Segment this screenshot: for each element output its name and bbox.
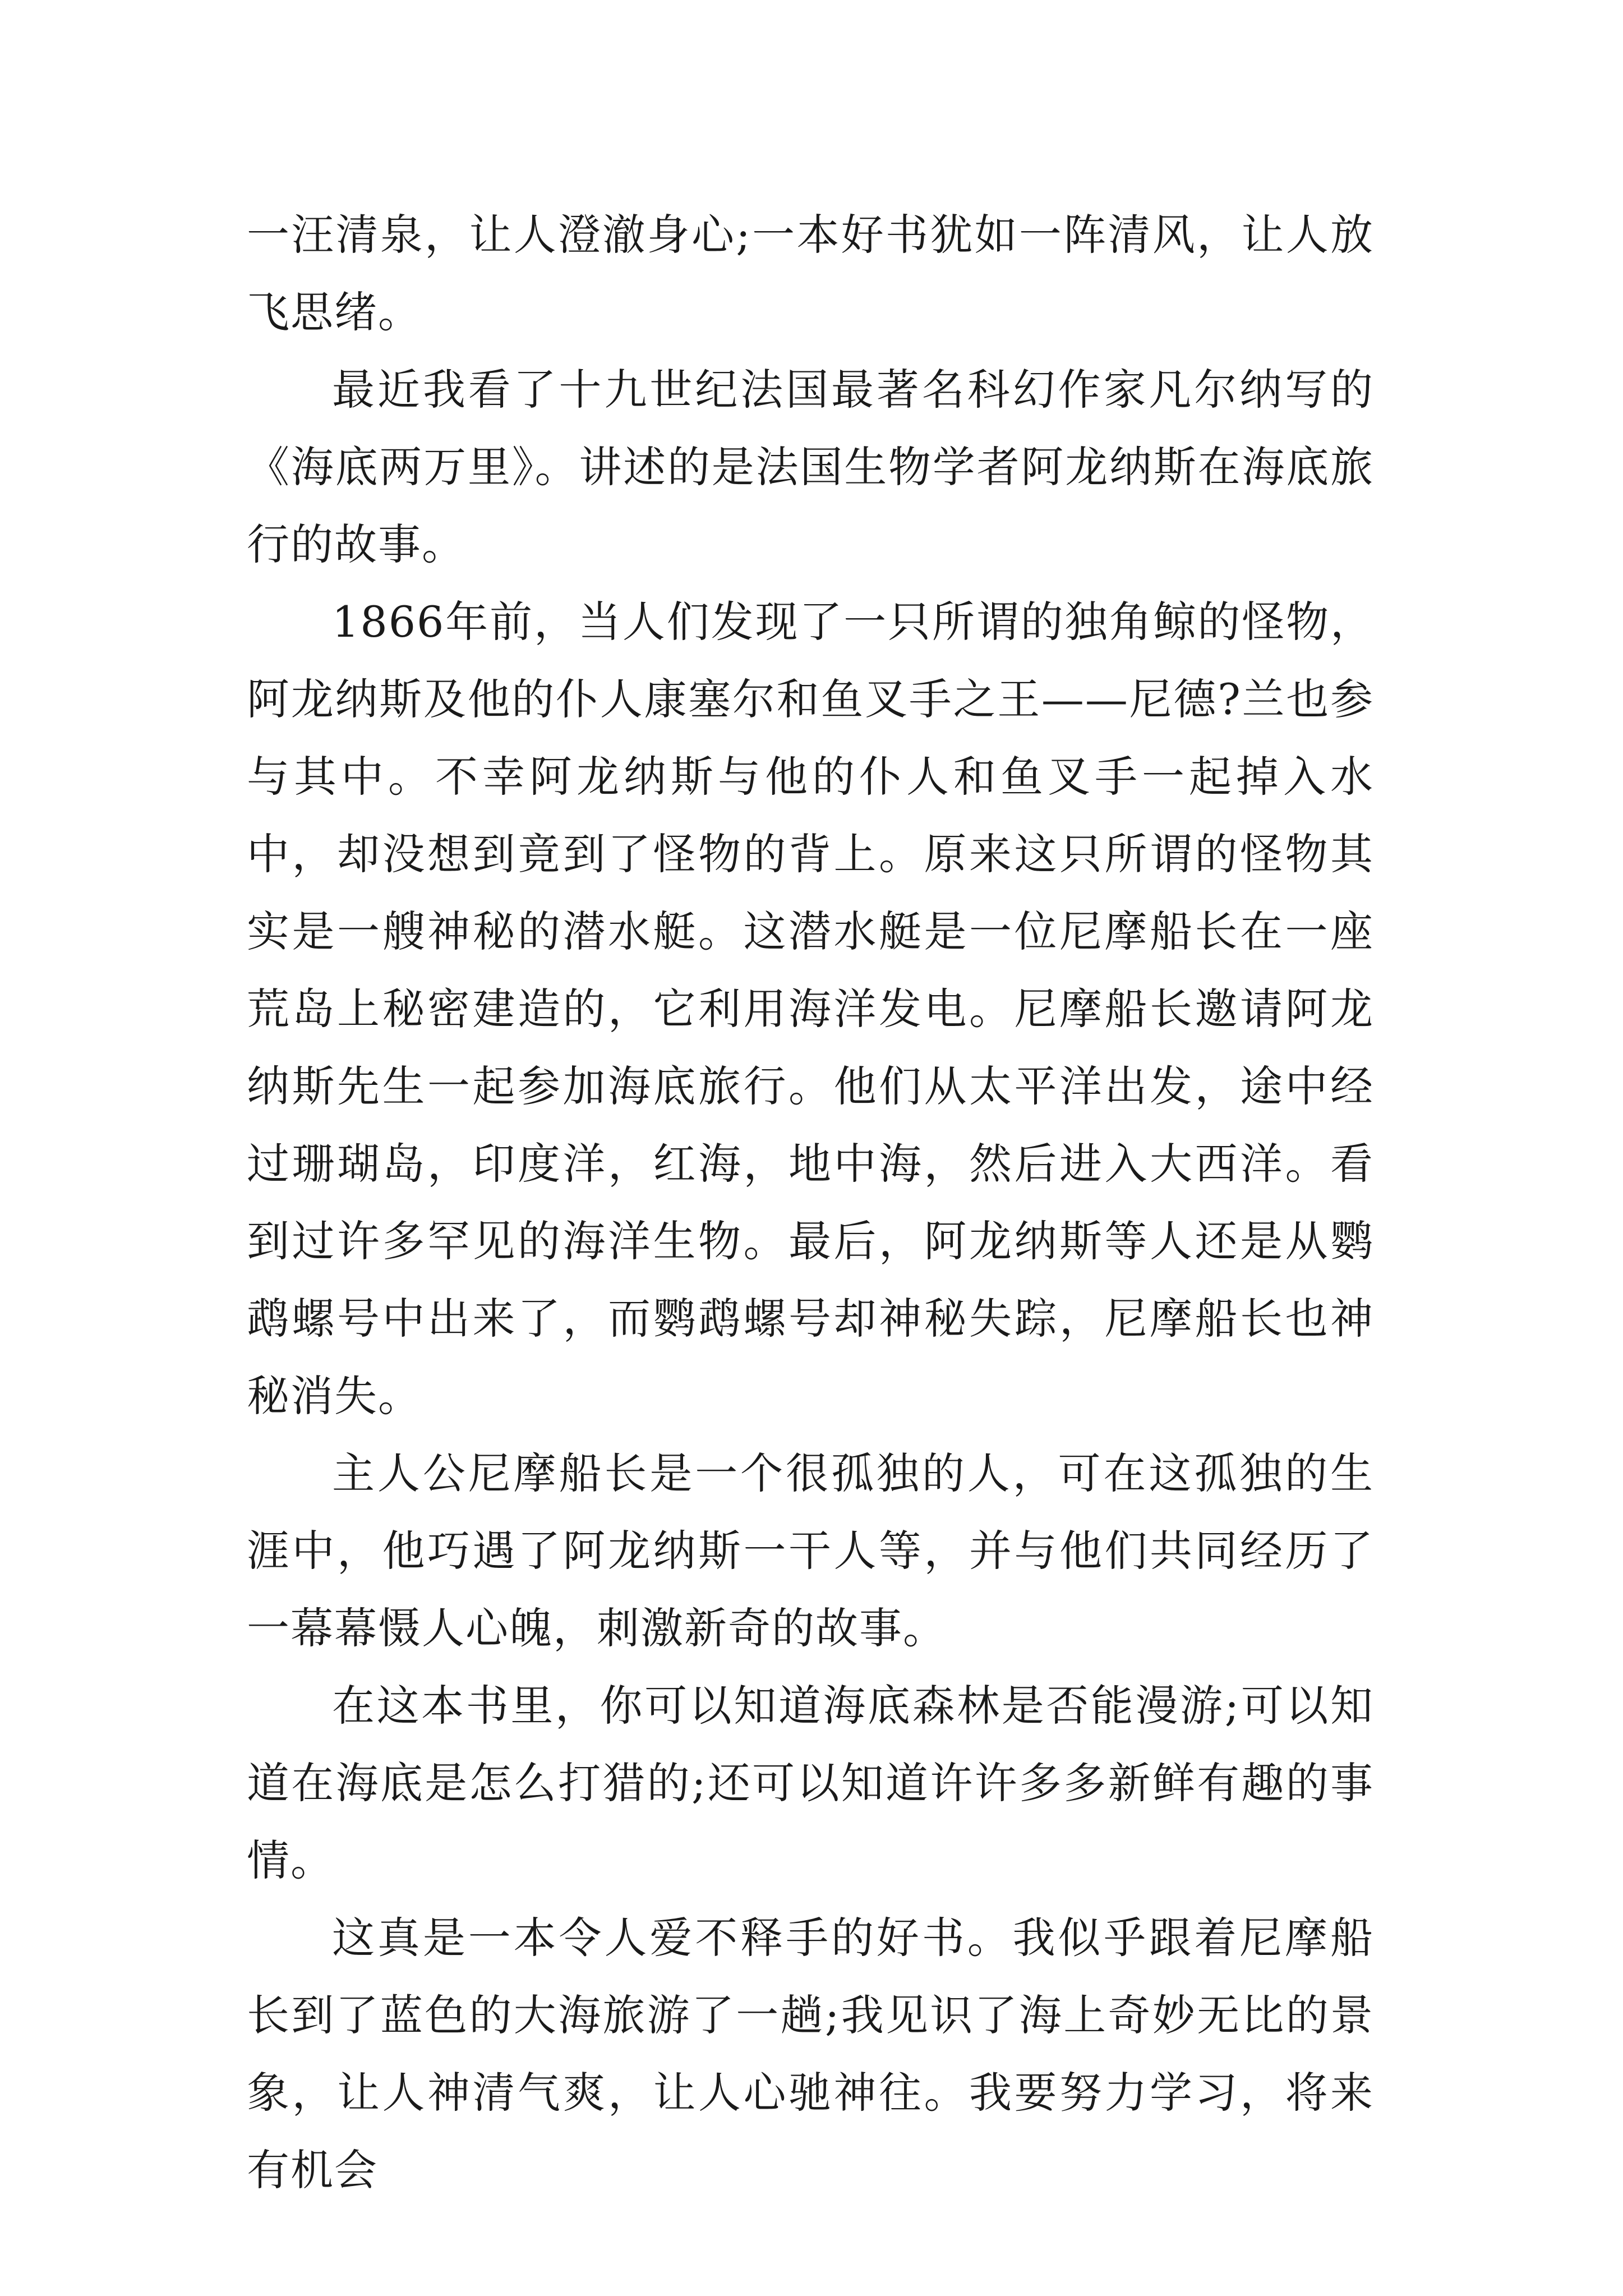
body-text — [247, 196, 1374, 2209]
paragraph-continuation: 一汪清泉，让人澄澈身心;一本好书犹如一阵清风，让人放飞思绪。 — [247, 210, 1374, 337]
paragraph-intro: 最近我看了十九世纪法国最著名科幻作家凡尔纳写的《海底两万里》。讲述的是法国生物学者阿龙纳斯在海底旅行的故事。 — [247, 365, 1374, 569]
paragraph-plot: 1866年前，当人们发现了一只所谓的独角鲸的怪物，阿龙纳斯及他的仆人康塞尔和鱼叉手之王——尼德?兰也参与其中。不幸阿龙纳斯与他的仆人和鱼叉手一起掉入水中，却没想到竟到了怪物的背上。原来这只所谓的怪物其实是一艘神秘的潜水艇。这潜水艇是一位尼摩船长在一座荒岛上秘密建造的，它利用海洋发电。尼摩船长邀请阿龙纳斯先生一起参加海底旅行。他们从太平洋出发，途中经过珊瑚岛，印度洋，红海，地中海，然后进入大西洋。看到过许多罕见的海洋生物。最后，阿龙纳斯等人还是从鹦鹉螺号中出来了，而鹦鹉螺号却神秘失踪，尼摩船长也神秘消失。 — [247, 597, 1374, 1421]
paragraph-reflection: 这真是一本令人爱不释手的好书。我似乎跟着尼摩船长到了蓝色的大海旅游了一趟;我见识了海上奇妙无比的景象，让人神清气爽，让人心驰神往。我要努力学习，将来有机会 — [247, 1913, 1374, 2195]
paragraph-protagonist: 主人公尼摩船长是一个很孤独的人，可在这孤独的生涯中，他巧遇了阿龙纳斯一干人等，并与他们共同经历了一幕幕慑人心魄，刺激新奇的故事。 — [247, 1448, 1374, 1653]
paragraph-contents: 在这本书里，你可以知道海底森林是否能漫游;可以知道在海底是怎么打猎的;还可以知道许许多多新鲜有趣的事情。 — [247, 1681, 1374, 1885]
